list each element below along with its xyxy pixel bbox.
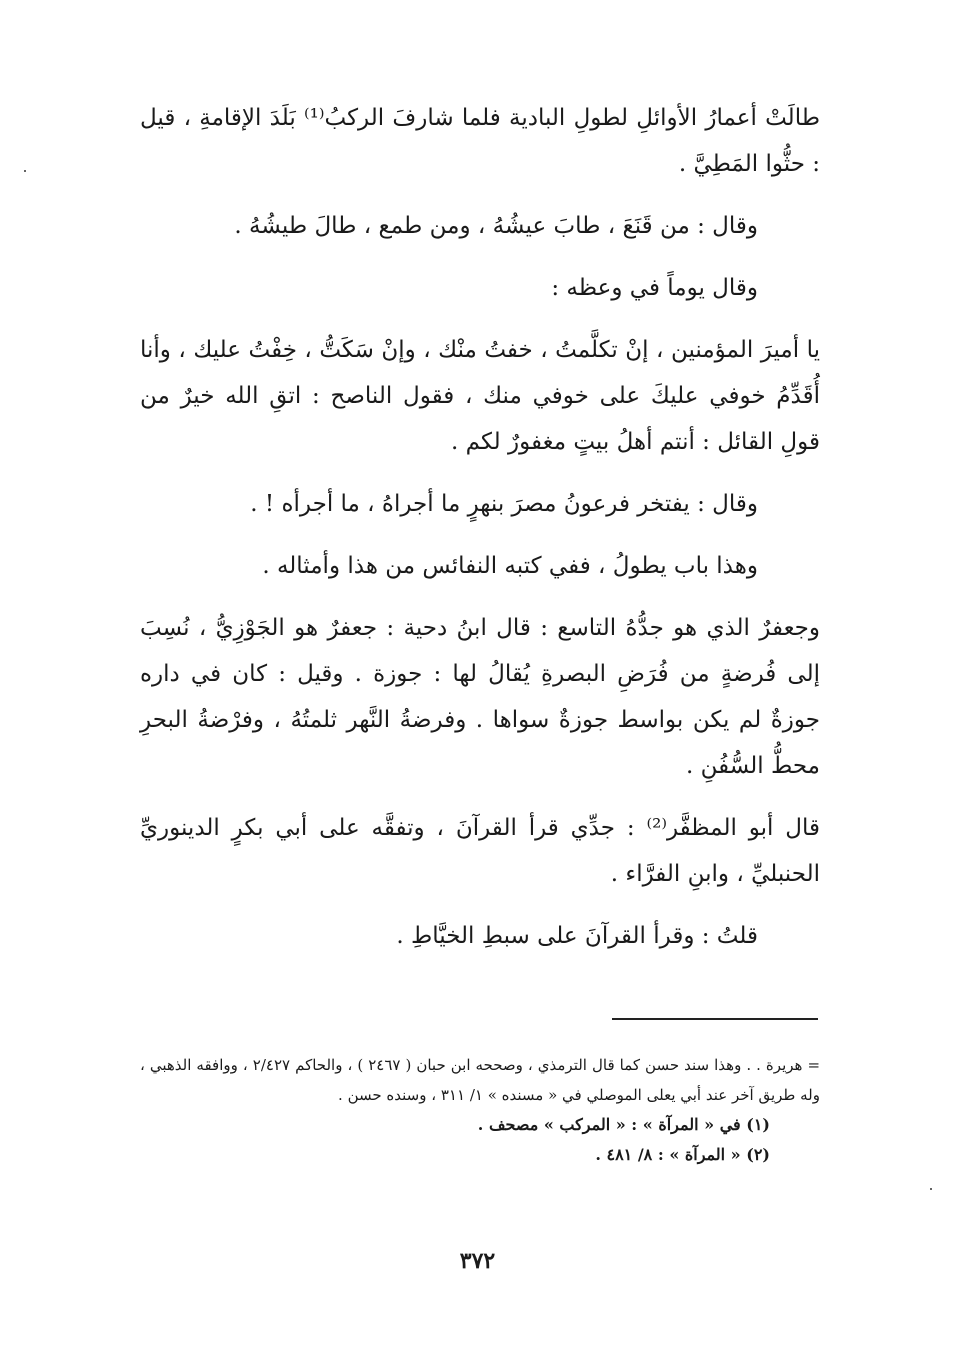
footnote-1: (١) في « المرآة » : « المركب » مصحف . [477,1115,770,1134]
paragraph-4: يا أميرَ المؤمنين ، إنْ تكلَّمتُ ، خفتُ منْك ، وإنْ سَكَتُّ ، خِفْتُ عليك ، وأنا أُقَدِّمُ خوفي عليكَ على خوفي منك ، فقول الناصح : اتقِ الله خيرٌ من قولِ القائل : أنتم أهلُ بيتٍ مغفورٌ لكم . [140,337,820,455]
footnote-continuation: = هريرة . . وهذا سند حسن كما قال الترمذي ، وصححه ابن حبان ( ٢٤٦٧ ) ، والحاكم ٢/٤٢٧ ، ووافقه الذهبي ، وله طريق آخر عند أبي يعلى الموصلي في « مسنده » ١/ ٣١١ ، وسنده حسن . [140,1056,821,1104]
main-text [140,95,820,975]
paragraph-1: طالَتْ أعمارُ الأوائلِ لطولِ البادية فلما شارفَ الركبُ⁽¹⁾ بَلَدَ الإقامةِ ، قيل : حثُّوا المَطِيَّ . [140,105,821,177]
scan-speck [24,170,26,172]
paragraph-6: وهذا باب يطولُ ، ففي كتبه النفائس من هذا وأمثاله . [262,553,758,579]
paragraph-7: وجعفرٌ الذي هو جدُّهُ التاسع : قال ابنُ دحية : جعفرٌ هو الجَوْزِيُّ ، نُسِبَ إلى فُرضةٍ من فُرَضِ البصرةِ يُقالُ لها : جوزة . وقيل : كان في داره جوزةٌ لم يكن بواسط جوزةٌ سواها . وفرضةُ النَّهر ثلمتُهُ ، وفرْضةُ البحرِ محطُّ السُّفُنِ . [140,615,820,779]
footnotes [140,1050,820,1170]
paragraph-2: وقال : من قَنَعَ ، طابَ عيشُهُ ، ومن طمع ، طالَ طيشُهُ . [234,213,758,239]
paragraph-3: وقال يوماً في وعظه : [551,275,758,301]
footnote-2: (٢) « المرآة » : ٨/ ٤٨١ . [595,1145,770,1164]
scan-speck [930,1188,932,1190]
page-number: ٣٧٢ [459,1248,496,1274]
paragraph-5: وقال : يفتخر فرعونُ مصرَ بنهرٍ ما أجراهُ ، ما أجرأه ! . [250,491,758,517]
footnote-divider [612,1018,818,1020]
paragraph-8: قال أبو المظفَّر⁽²⁾ : جدِّي قرأ القرآنَ ، وتفقَّه على أبي بكرٍ الدينوريِّ الحنبليِّ ، وابنِ الفرَّاء . [140,815,820,887]
paragraph-9: قلتُ : وقرأ القرآنَ على سبطِ الخيَّاطِ . [396,923,758,949]
